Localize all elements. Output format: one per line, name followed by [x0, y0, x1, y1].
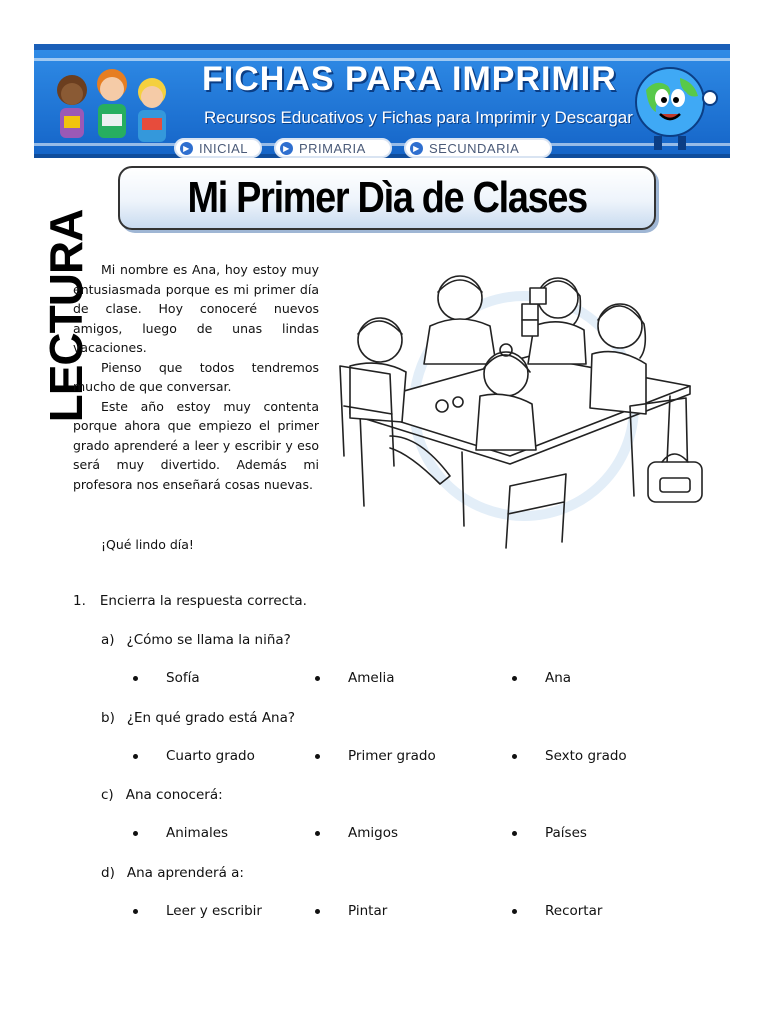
banner-title: FICHAS PARA IMPRIMIR: [202, 60, 617, 98]
question-text: Ana conocerá:: [125, 787, 223, 803]
bullet-icon: [512, 676, 517, 681]
option-text: Países: [545, 825, 587, 841]
exercise-instruction: [73, 593, 307, 609]
option-text: Pintar: [348, 903, 388, 919]
question-a: [101, 632, 291, 648]
option-text: Recortar: [545, 903, 603, 919]
section-label-vertical: LECTURA: [40, 209, 92, 423]
option-text: Sexto grado: [545, 748, 627, 764]
nav-secundaria-button[interactable]: [404, 138, 552, 158]
bullet-icon: [315, 676, 320, 681]
option-item[interactable]: [512, 748, 627, 764]
bullet-icon: [315, 909, 320, 914]
bullet-icon: [133, 754, 138, 759]
option-text: Amelia: [348, 670, 395, 686]
options-row-b: [0, 748, 768, 768]
nav-inicial-button[interactable]: [174, 138, 262, 158]
banner-subtitle: Recursos Educativos y Fichas para Imprimir y Descargar: [204, 108, 633, 127]
question-c: [101, 787, 223, 803]
option-text: Cuarto grado: [166, 748, 255, 764]
option-item[interactable]: [133, 670, 200, 686]
worksheet-title-box: [118, 166, 656, 230]
bullet-icon: [512, 831, 517, 836]
option-item[interactable]: [133, 748, 255, 764]
option-item[interactable]: [315, 825, 398, 841]
option-text: Primer grado: [348, 748, 436, 764]
question-d: [101, 865, 244, 881]
option-item[interactable]: [315, 670, 394, 686]
option-item[interactable]: [512, 825, 587, 841]
option-item[interactable]: [512, 670, 571, 686]
reading-exclamation: ¡Qué lindo día!: [101, 537, 194, 552]
option-text: Amigos: [348, 825, 398, 841]
bullet-icon: [133, 909, 138, 914]
option-item[interactable]: [512, 903, 602, 919]
options-row-d: [0, 903, 768, 923]
option-text: Sofía: [166, 670, 200, 686]
options-row-a: [0, 670, 768, 690]
option-item[interactable]: [315, 903, 387, 919]
bullet-icon: [512, 754, 517, 759]
bullet-icon: [315, 754, 320, 759]
arrow-icon: ▶: [410, 142, 423, 155]
site-banner: [34, 44, 730, 158]
option-text: Animales: [166, 825, 229, 841]
exercise-number: 1.: [73, 593, 86, 609]
banner-nav: [174, 138, 552, 158]
question-text: Ana aprenderá a:: [126, 865, 244, 881]
globe-mascot-icon: [624, 54, 724, 158]
nav-inicial-label: INICIAL: [199, 140, 249, 156]
nav-secundaria-label: SECUNDARIA: [429, 140, 520, 156]
reading-paragraph: Mi nombre es Ana, hoy estoy muy entusiasmada porque es mi primer día de clase. Hoy conoceré nuevos amigos, luego de unas lindas vacaciones.: [73, 262, 319, 355]
reading-text: [73, 260, 319, 494]
exercise-instruction-text: Encierra la respuesta correcta.: [99, 593, 307, 609]
reading-paragraph: Este año estoy muy contenta porque ahora que empiezo el primer grado aprenderé a leer y escribir y eso será muy divertido. Además mi profesora nos enseñará cosas nuevas.: [73, 398, 319, 492]
classroom-illustration: [330, 256, 718, 552]
question-b: [101, 710, 295, 726]
question-letter: b): [101, 710, 115, 726]
nav-primaria-button[interactable]: [274, 138, 392, 158]
option-item[interactable]: [133, 903, 262, 919]
worksheet-title: Mi Primer Dìa de Clases: [187, 173, 587, 222]
question-letter: a): [101, 632, 115, 648]
bullet-icon: [512, 909, 517, 914]
option-item[interactable]: [315, 748, 436, 764]
reading-paragraph: Pienso que todos tendremos mucho de que conversar.: [73, 359, 319, 394]
question-letter: c): [101, 787, 114, 803]
question-letter: d): [101, 865, 115, 881]
option-text: Leer y escribir: [166, 903, 262, 919]
options-row-c: [0, 825, 768, 845]
bullet-icon: [133, 831, 138, 836]
kids-reading-illustration: [40, 56, 190, 156]
arrow-icon: ▶: [280, 142, 293, 155]
bullet-icon: [133, 676, 138, 681]
option-item[interactable]: [133, 825, 228, 841]
option-text: Ana: [545, 670, 572, 686]
arrow-icon: ▶: [180, 142, 193, 155]
question-text: ¿Cómo se llama la niña?: [126, 632, 291, 648]
bullet-icon: [315, 831, 320, 836]
question-text: ¿En qué grado está Ana?: [126, 710, 296, 726]
nav-primaria-label: PRIMARIA: [299, 140, 366, 156]
